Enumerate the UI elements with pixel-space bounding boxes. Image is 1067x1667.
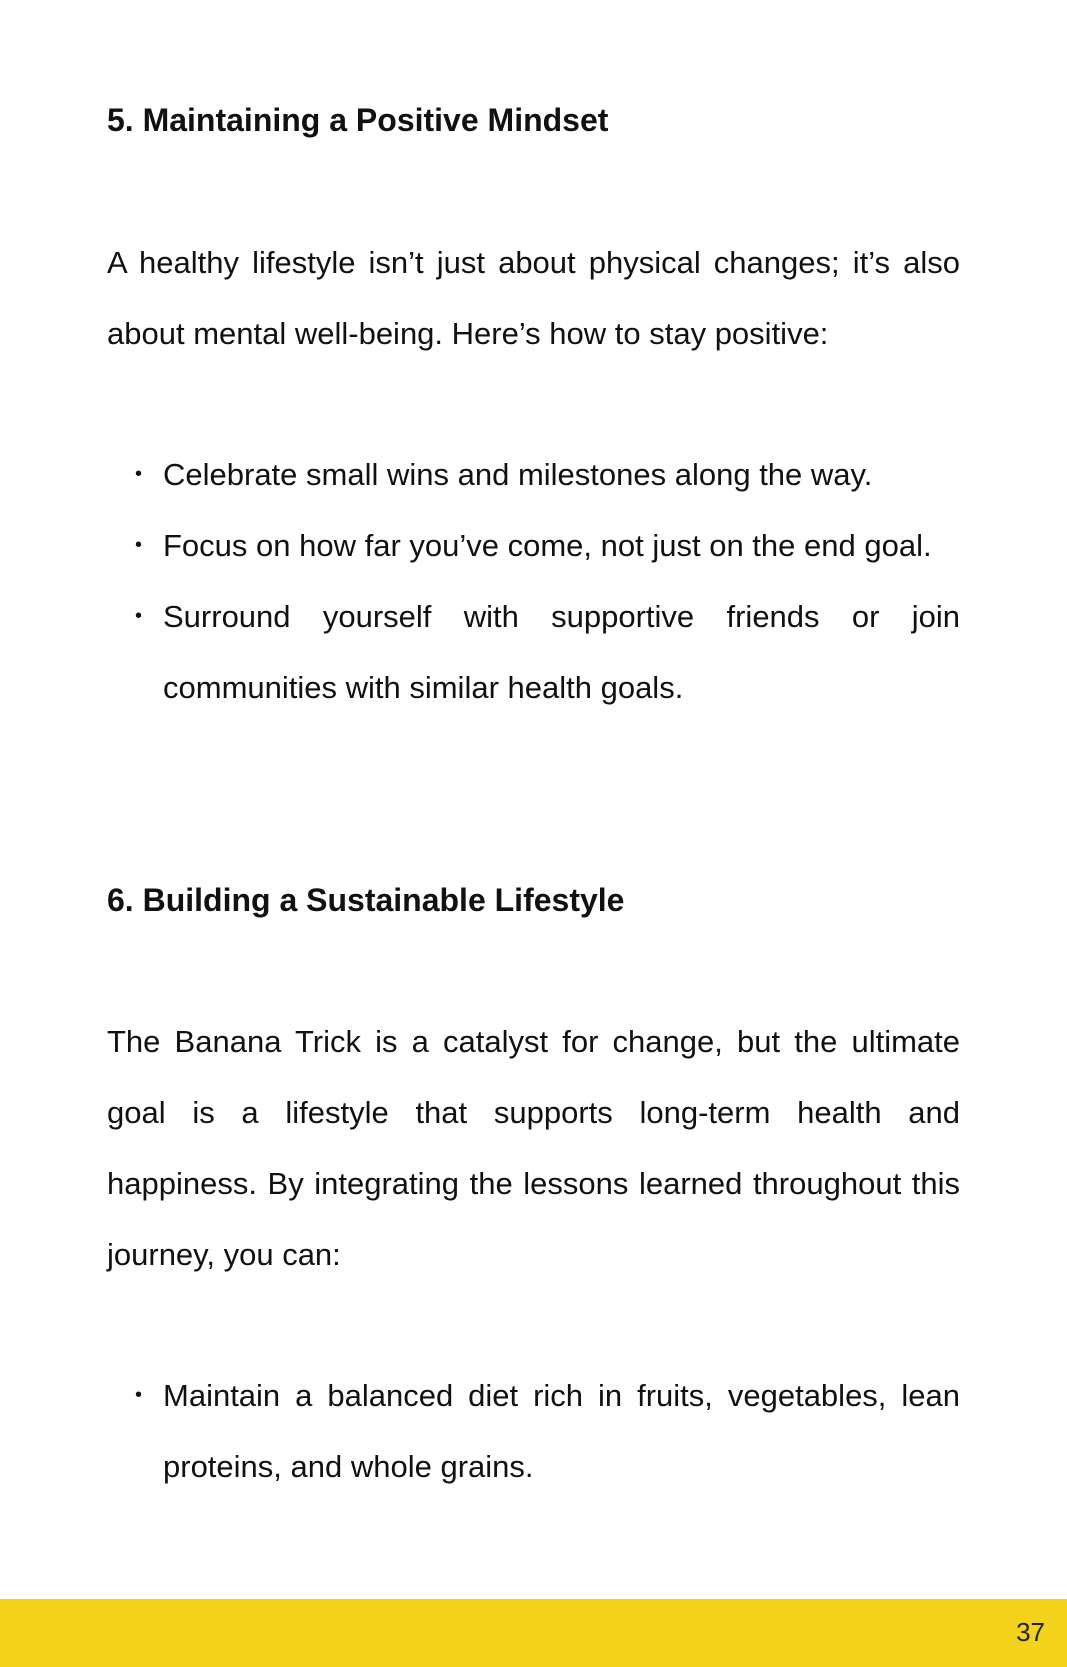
bullet-list-sustainable-lifestyle	[107, 1360, 960, 1502]
list-item	[107, 1360, 960, 1502]
bullet-icon: •	[135, 1384, 143, 1406]
bullet-icon: •	[135, 605, 143, 627]
list-item-text: Surround yourself with supportive friends or join communities with similar health goals.	[163, 599, 960, 705]
list-item-text: Focus on how far you’ve come, not just on the end goal.	[163, 528, 932, 563]
list-item	[107, 581, 960, 723]
section-paragraph-positive-mindset: A healthy lifestyle isn’t just about physical changes; it’s also about mental well-being. Here’s how to stay positive:	[107, 245, 960, 351]
section-paragraph-sustainable-lifestyle: The Banana Trick is a catalyst for change, but the ultimate goal is a lifestyle that supports long-term health and happiness. By integrating the lessons learned throughout this journey, you can:	[107, 1024, 960, 1272]
bullet-icon: •	[135, 463, 143, 485]
list-item	[107, 439, 960, 510]
bullet-list-positive-mindset	[107, 439, 960, 723]
section-heading-positive-mindset: 5. Maintaining a Positive Mindset	[107, 102, 609, 138]
page-footer-bar	[0, 1599, 1067, 1667]
bullet-icon: •	[135, 534, 143, 556]
list-item	[107, 510, 960, 581]
list-item-text: Maintain a balanced diet rich in fruits, vegetables, lean proteins, and whole grains.	[163, 1378, 960, 1484]
section-heading-sustainable-lifestyle: 6. Building a Sustainable Lifestyle	[107, 882, 625, 918]
list-item-text: Celebrate small wins and milestones along the way.	[163, 457, 873, 492]
page-number: 37	[1016, 1617, 1045, 1647]
